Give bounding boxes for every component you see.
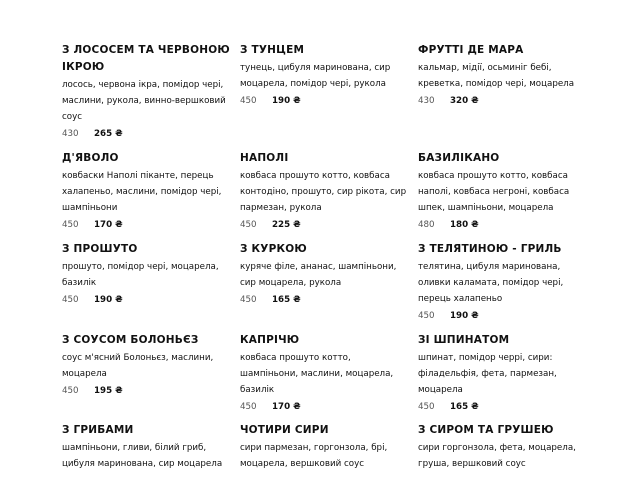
item-title: ЧОТИРИ СИРИ <box>240 424 329 436</box>
item-description: шпинат, помідор черрі, сири: філадельфія, фета, пармезан, моцарела <box>418 353 557 395</box>
menu-item <box>62 422 232 472</box>
item-meta <box>240 292 410 308</box>
menu-item <box>418 332 588 415</box>
menu-item <box>240 422 410 472</box>
item-price: 165 ₴ <box>272 295 301 305</box>
item-title: З СОУСОМ БОЛОНЬЄЗ <box>62 334 199 346</box>
item-title: З ЛОСОСЕМ ТА ЧЕРВОНОЮ ІКРОЮ <box>62 44 230 73</box>
menu-item <box>62 42 232 142</box>
item-meta <box>240 93 410 109</box>
item-price: 225 ₴ <box>272 220 301 230</box>
item-description: ковбаса прошуто котто, ковбаса наполі, ковбаса негроні, ковбаса шпек, шампіньони, моцарела <box>418 171 570 213</box>
item-title: НАПОЛІ <box>240 152 289 164</box>
item-title: ЗІ ШПИНАТОМ <box>418 334 510 346</box>
item-title: З ГРИБАМИ <box>62 424 134 436</box>
item-weight: 450 <box>418 402 435 412</box>
item-meta <box>418 93 588 109</box>
item-meta <box>418 217 588 233</box>
item-description: лосось, червона ікра, помідор чері, маслини, рукола, винно-вершковий соус <box>62 80 226 122</box>
item-weight: 450 <box>62 220 79 230</box>
item-meta <box>418 399 588 415</box>
item-description: телятина, цибуля маринована, оливки каламата, помідор чері, перець халапеньо <box>418 262 564 304</box>
item-title: ФРУТТІ ДЕ МАРА <box>418 44 524 56</box>
item-title: З КУРКОЮ <box>240 243 307 255</box>
item-meta <box>62 217 232 233</box>
item-weight: 450 <box>418 311 435 321</box>
item-price: 265 ₴ <box>94 129 123 139</box>
menu-item <box>418 150 588 233</box>
menu-item <box>418 42 588 109</box>
item-weight: 450 <box>62 295 79 305</box>
item-price: 190 ₴ <box>94 295 123 305</box>
item-description: соус м'ясний Болоньєз, маслини, моцарела <box>62 353 214 379</box>
item-meta <box>240 217 410 233</box>
item-description: куряче філе, ананас, шампіньони, сир моцарела, рукола <box>240 262 397 288</box>
item-description: шампіньони, гливи, білий гриб, цибуля маринована, сир моцарела <box>62 443 223 469</box>
item-title: З ТЕЛЯТИНОЮ - ГРИЛЬ <box>418 243 562 255</box>
item-price: 170 ₴ <box>94 220 123 230</box>
item-meta <box>62 383 232 399</box>
item-weight: 450 <box>240 96 257 106</box>
item-price: 190 ₴ <box>272 96 301 106</box>
menu-item <box>240 150 410 233</box>
item-weight: 450 <box>62 386 79 396</box>
item-description: тунець, цибуля маринована, сир моцарела, помідор чері, рукола <box>240 63 391 89</box>
item-meta <box>418 308 588 324</box>
menu-item <box>240 241 410 308</box>
item-title: З СИРОМ ТА ГРУШЕЮ <box>418 424 554 436</box>
item-price: 170 ₴ <box>272 402 301 412</box>
item-title: З ПРОШУТО <box>62 243 138 255</box>
menu-item <box>418 422 588 472</box>
item-title: Д'ЯВОЛО <box>62 152 119 164</box>
item-description: сири пармезан, горгонзола, брі, моцарела, вершковий соус <box>240 443 388 469</box>
item-meta <box>62 292 232 308</box>
item-weight: 430 <box>418 96 435 106</box>
item-price: 180 ₴ <box>450 220 479 230</box>
menu-item <box>418 241 588 324</box>
item-weight: 450 <box>240 402 257 412</box>
menu-item <box>62 150 232 233</box>
item-meta <box>240 399 410 415</box>
item-weight: 450 <box>240 295 257 305</box>
menu-item <box>240 332 410 415</box>
item-price: 320 ₴ <box>450 96 479 106</box>
item-price: 195 ₴ <box>94 386 123 396</box>
item-description: ковбаса прошуто котто, ковбаса контодіно, прошуто, сир рікота, сир пармезан, рукола <box>240 171 407 213</box>
item-description: ковбаски Наполі піканте, перець халапеньо, маслини, помідор чері, шампіньони <box>62 171 222 213</box>
item-weight: 480 <box>418 220 435 230</box>
item-price: 165 ₴ <box>450 402 479 412</box>
item-weight: 430 <box>62 129 79 139</box>
menu-item <box>62 241 232 308</box>
item-title: З ТУНЦЕМ <box>240 44 305 56</box>
item-description: ковбаса прошуто котто, шампіньони, маслини, моцарела, базилік <box>240 353 394 395</box>
item-title: БАЗИЛІКАНО <box>418 152 500 164</box>
item-meta <box>62 126 232 142</box>
item-description: сири горгонзола, фета, моцарела, груша, вершковий соус <box>418 443 576 469</box>
menu-item <box>240 42 410 109</box>
item-title: КАПРІЧЮ <box>240 334 300 346</box>
menu-item <box>62 332 232 399</box>
item-weight: 450 <box>240 220 257 230</box>
item-description: кальмар, мідії, осьминіг бебі, креветка, помідор чері, моцарела <box>418 63 575 89</box>
item-price: 190 ₴ <box>450 311 479 321</box>
item-description: прошуто, помідор чері, моцарела, базилік <box>62 262 219 288</box>
